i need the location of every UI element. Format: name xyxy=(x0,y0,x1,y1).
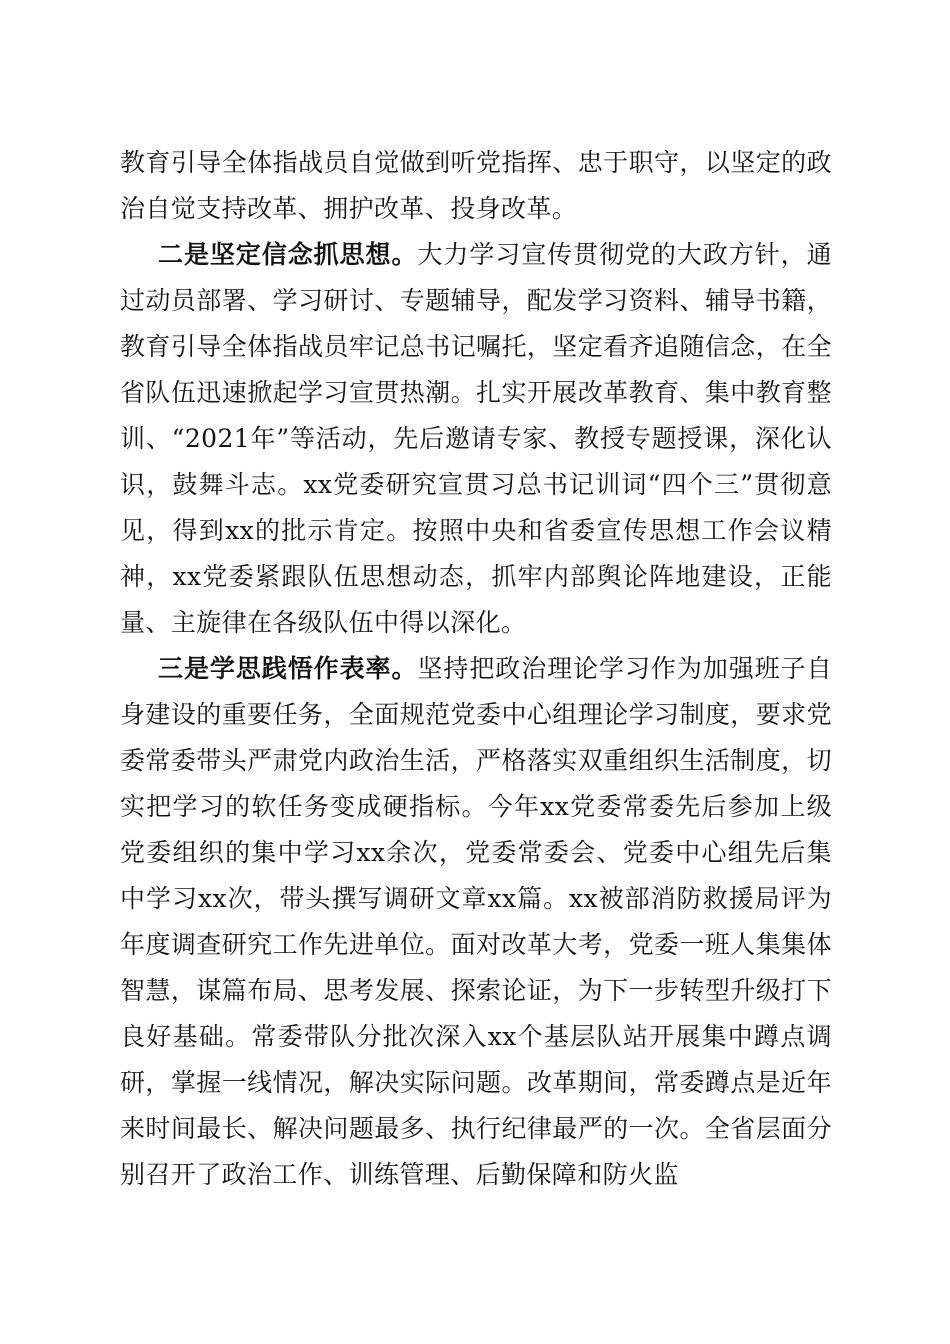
paragraph-continuation xyxy=(120,140,832,232)
paragraph-heading: 二是坚定信念抓思想。 xyxy=(158,240,418,269)
paragraph-study-practice xyxy=(120,646,832,1198)
paragraph-text: 坚持把政治理论学习作为加强班子自身建设的重要任务，全面规范党委中心组理论学习制度，要求党委常委带头严肃党内政治生活，严格落实双重组织生活制度，切实把学习的软任务变成硬指标。今年xx党委常委先后参加上级党委组织的集中学习xx余次，党委常委会、党委中心组先后集中学习xx次，带头撰写调研文章xx篇。xx被部消防救援局评为年度调查研究工作先进单位。面对改革大考，党委一班人集集体智慧，谋篇布局、思考发展、探索论证，为下一步转型升级打下良好基础。常委带队分批次深入xx个基层队站开展集中蹲点调研，掌握一线情况，解决实际问题。改革期间，常委蹲点是近年来时间最长、解决问题最多、执行纪律最严的一次。全省层面分别召开了政治工作、训练管理、后勤保障和防火监 xyxy=(120,654,832,1189)
paragraph-heading: 三是学思践悟作表率。 xyxy=(158,654,418,683)
document-body xyxy=(120,140,832,1198)
paragraph-belief-thought xyxy=(120,232,832,646)
paragraph-text: 教育引导全体指战员自觉做到听党指挥、忠于职守，以坚定的政治自觉支持改革、拥护改革、投身改革。 xyxy=(120,148,832,223)
paragraph-text: 大力学习宣传贯彻党的大政方针，通过动员部署、学习研讨、专题辅导，配发学习资料、辅导书籍，教育引导全体指战员牢记总书记嘱托，坚定看齐追随信念，在全省队伍迅速掀起学习宣贯热潮。扎实开展改革教育、集中教育整训、“2021年”等活动，先后邀请专家、教授专题授课，深化认识，鼓舞斗志。xx党委研究宣贯习总书记训词“四个三”贯彻意见，得到xx的批示肯定。按照中央和省委宣传思想工作会议精神，xx党委紧跟队伍思想动态，抓牢内部舆论阵地建设，正能量、主旋律在各级队伍中得以深化。 xyxy=(120,240,832,637)
